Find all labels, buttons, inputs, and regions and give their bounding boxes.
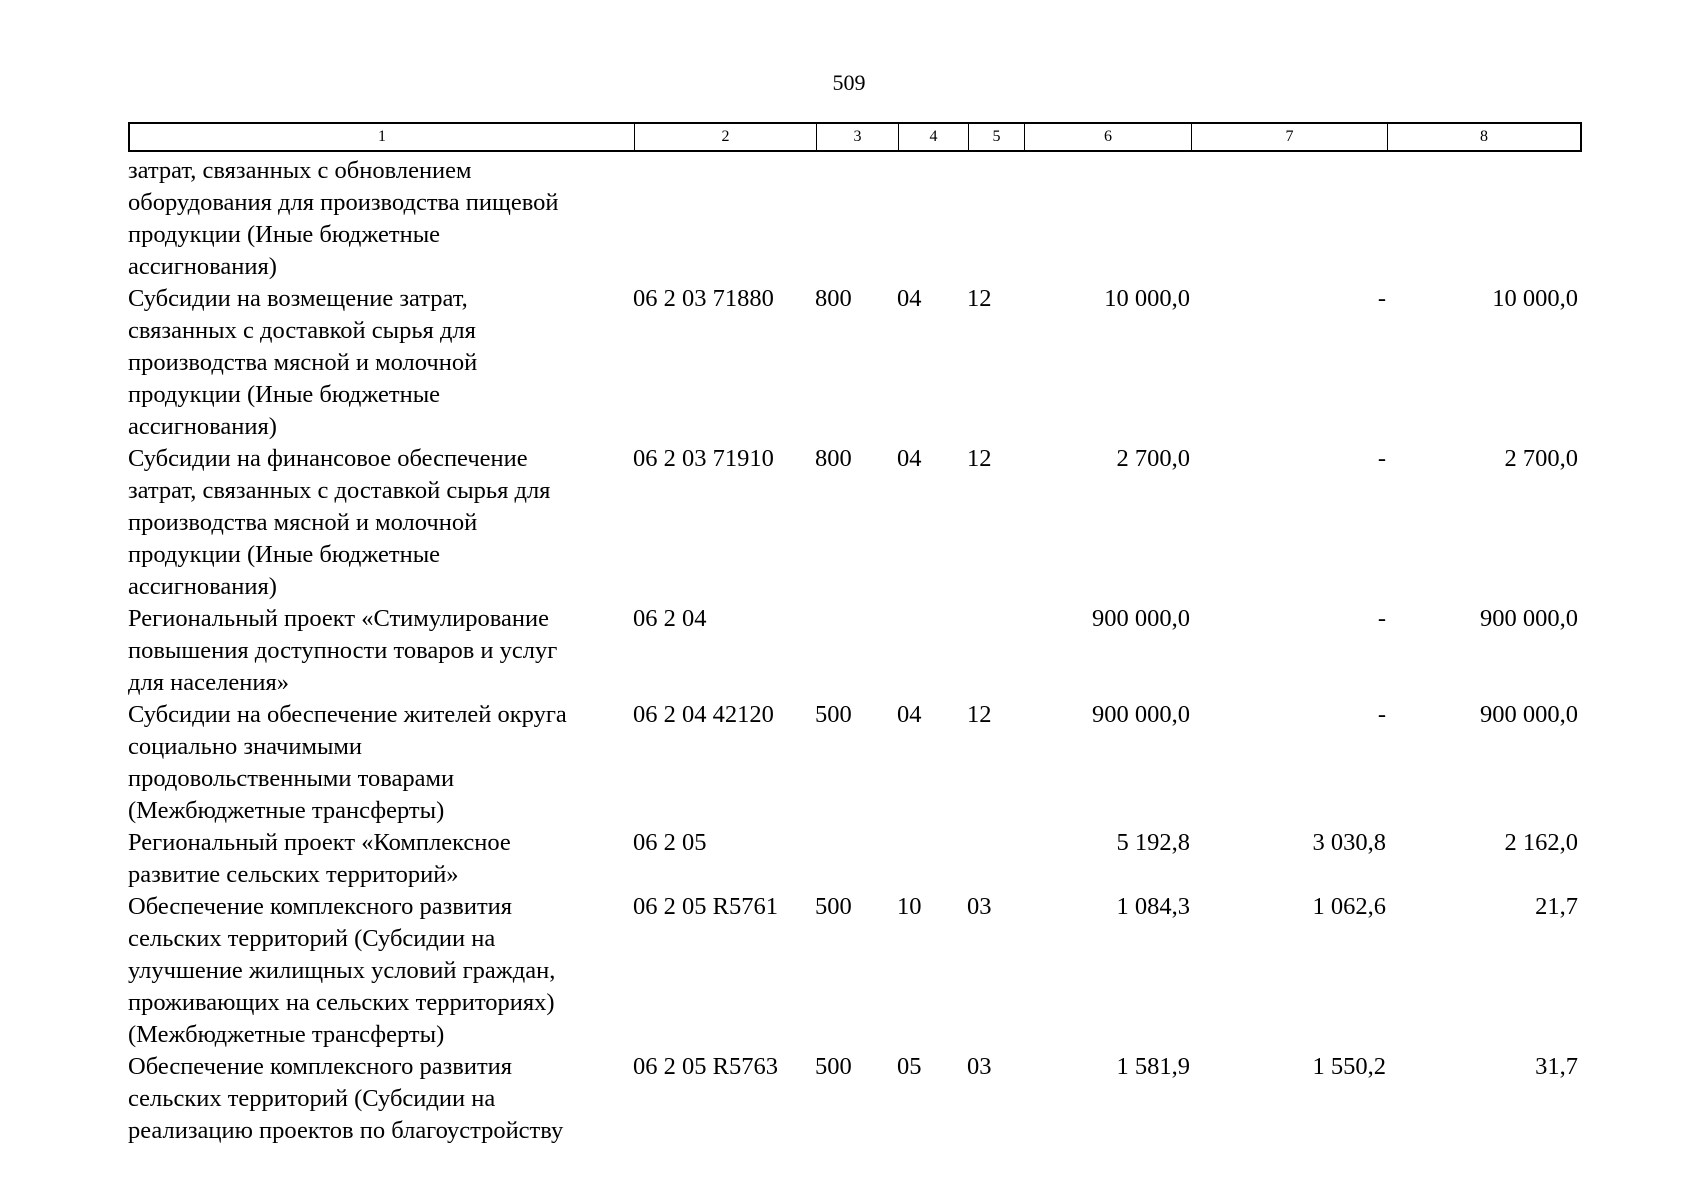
row-value-6: 5 192,8	[1116, 829, 1190, 856]
row-code: 06 2 04	[633, 605, 707, 632]
row-rz: 04	[897, 701, 922, 728]
page-number: 509	[832, 70, 866, 95]
header-col-3: 3	[817, 124, 899, 150]
table-row	[128, 1051, 1578, 1147]
row-name: Региональный проект «Стимулирование повышения доступности товаров и услуг для населения»	[128, 605, 558, 696]
table-row	[128, 891, 1578, 1051]
header-col-5: 5	[969, 124, 1025, 150]
row-name: Обеспечение комплексного развития сельских территорий (Субсидии на реализацию проектов по благоустройству	[128, 1053, 564, 1144]
row-value-6: 900 000,0	[1092, 605, 1190, 632]
table-body	[128, 155, 1578, 1147]
row-value-6: 900 000,0	[1092, 701, 1190, 728]
row-pr: 12	[967, 285, 992, 312]
row-rz: 04	[897, 445, 922, 472]
table-row	[128, 155, 1578, 283]
row-pr: 03	[967, 1053, 992, 1080]
row-name: Субсидии на финансовое обеспечение затрат, связанных с доставкой сырья для производства мясной и молочной продукции (Иные бюджетные ассигнования)	[128, 445, 551, 600]
row-value-7: -	[1377, 285, 1386, 312]
row-rz: 05	[897, 1053, 922, 1080]
header-col-8: 8	[1480, 128, 1488, 145]
row-name: Региональный проект «Комплексное развитие сельских территорий»	[128, 829, 511, 888]
row-name: Субсидии на возмещение затрат, связанных с доставкой сырья для производства мясной и молочной продукции (Иные бюджетные ассигнования)	[128, 285, 478, 440]
row-vr: 500	[815, 701, 852, 728]
row-rz: 10	[897, 893, 922, 920]
table-header	[128, 122, 1582, 152]
row-value-6: 10 000,0	[1104, 285, 1190, 312]
header-col-2: 2	[635, 124, 817, 150]
row-value-7: 3 030,8	[1312, 829, 1386, 856]
row-vr: 500	[815, 893, 852, 920]
header-col-7: 7	[1192, 124, 1388, 150]
header-col-1: 1	[130, 124, 635, 150]
row-value-8: 2 162,0	[1504, 829, 1578, 856]
row-value-8: 900 000,0	[1480, 605, 1578, 632]
row-name: Субсидии на обеспечение жителей округа социально значимыми продовольственными товарами (Межбюджетные трансферты)	[128, 701, 567, 824]
row-value-6: 1 084,3	[1116, 893, 1190, 920]
row-code: 06 2 05 R5761	[633, 893, 778, 920]
row-value-7: 1 550,2	[1312, 1053, 1386, 1080]
row-code: 06 2 05 R5763	[633, 1053, 778, 1080]
row-value-8: 10 000,0	[1492, 285, 1578, 312]
row-code: 06 2 04 42120	[633, 701, 774, 728]
row-value-6: 1 581,9	[1116, 1053, 1190, 1080]
row-code: 06 2 05	[633, 829, 707, 856]
row-code: 06 2 03 71910	[633, 445, 774, 472]
row-value-6: 2 700,0	[1116, 445, 1190, 472]
row-vr: 800	[815, 285, 852, 312]
table-row	[128, 283, 1578, 443]
row-rz: 04	[897, 285, 922, 312]
table-row	[128, 699, 1578, 827]
row-value-7: 1 062,6	[1312, 893, 1386, 920]
row-name: затрат, связанных с обновлением оборудования для производства пищевой продукции (Иные бюджетные ассигнования)	[128, 157, 559, 280]
table-row	[128, 443, 1578, 603]
row-value-8: 2 700,0	[1504, 445, 1578, 472]
row-pr: 12	[967, 701, 992, 728]
row-value-8: 900 000,0	[1480, 701, 1578, 728]
table-row	[128, 603, 1578, 699]
row-value-7: -	[1377, 701, 1386, 728]
row-value-7: -	[1377, 445, 1386, 472]
row-value-8: 21,7	[1535, 893, 1578, 920]
table-row	[128, 827, 1578, 891]
header-col-4: 4	[899, 124, 969, 150]
row-code: 06 2 03 71880	[633, 285, 774, 312]
row-value-8: 31,7	[1535, 1053, 1578, 1080]
row-name: Обеспечение комплексного развития сельских территорий (Субсидии на улучшение жилищных условий граждан, проживающих на сельских территориях) (Межбюджетные трансферты)	[128, 893, 556, 1048]
row-vr: 500	[815, 1053, 852, 1080]
header-col-6: 6	[1025, 124, 1192, 150]
row-pr: 03	[967, 893, 992, 920]
row-value-7: -	[1377, 605, 1386, 632]
row-vr: 800	[815, 445, 852, 472]
row-pr: 12	[967, 445, 992, 472]
